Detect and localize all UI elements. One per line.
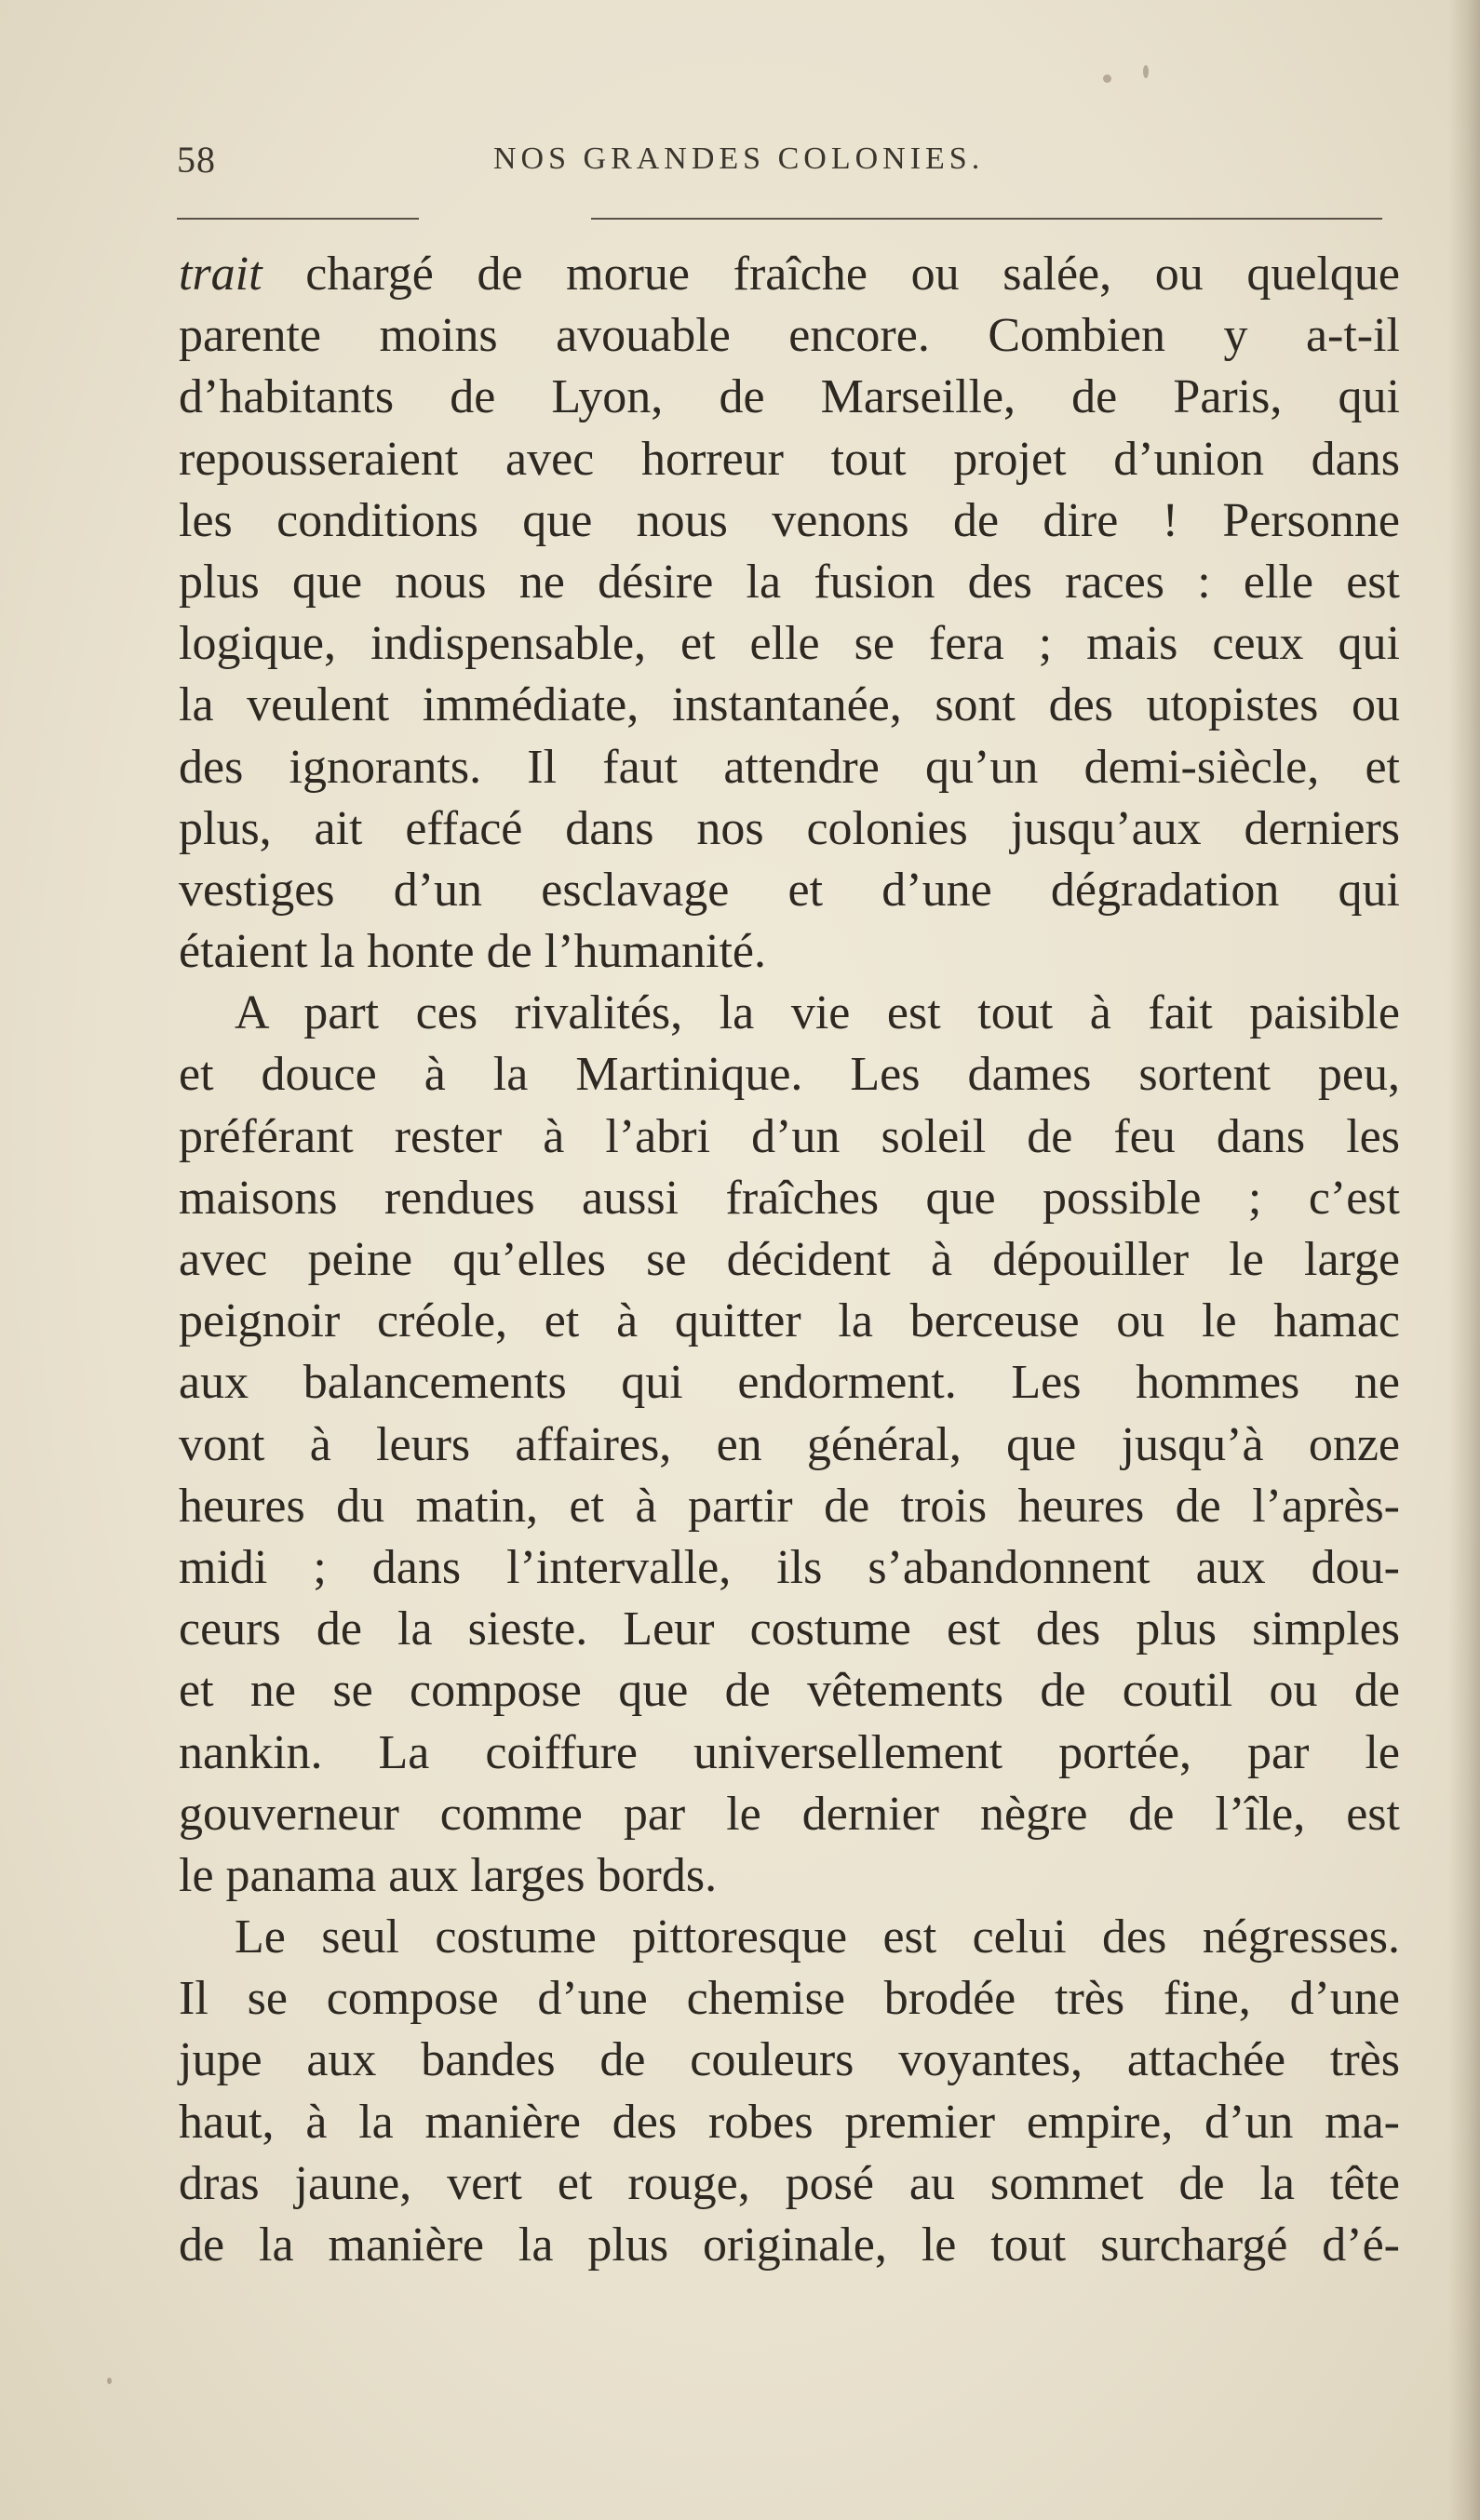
body-text [179,244,1400,2276]
text-line: Il se compose d’une chemise brodée très fine, d’une [179,1972,1400,2026]
page-edge-shadow [1448,0,1480,2520]
page-number: 58 [177,139,216,181]
header-rule-left [177,218,419,220]
running-title: NOS GRANDES COLONIES. [493,141,985,176]
text-line: vont à leurs affaires, en général, que jusqu’à onze [179,1417,1400,1471]
text-line: dras jaune, vert et rouge, posé au sommet de la tête [179,2156,1400,2210]
text-line: plus, ait effacé dans nos colonies jusqu’aux derniers [179,801,1400,855]
text-line: repousseraient avec horreur tout projet d’union dans [179,432,1400,486]
page-header [177,138,1387,194]
text-line: la veulent immédiate, instantanée, sont des utopistes ou [179,678,1400,732]
text-line: trait chargé de morue fraîche ou salée, ou quelque [179,248,1400,301]
text-line: vestiges d’un esclavage et d’une dégradation qui [179,863,1400,917]
text-line: parente moins avouable encore. Combien y a-t-il [179,309,1400,363]
header-rule-right [591,218,1382,220]
text-line: nankin. La coiffure universellement portée, par le [179,1725,1400,1779]
text-line: le panama aux larges bords. [179,1848,718,1902]
text-line: préférant rester à l’abri d’un soleil de feu dans les [179,1109,1400,1163]
text-line: étaient la honte de l’humanité. [179,925,766,979]
paper-speck [107,2378,112,2384]
text-line: aux balancements qui endorment. Les hommes ne [179,1356,1400,1410]
paper-speck [1103,74,1111,83]
text-line: gouverneur comme par le dernier nègre de l’île, est [179,1787,1400,1841]
text-line: haut, à la manière des robes premier empire, d’un ma- [179,2095,1400,2149]
text-line: logique, indispensable, et elle se fera ; mais ceux qui [179,617,1400,671]
text-line: heures du matin, et à partir de trois heures de l’après- [179,1479,1400,1533]
paper-speck [1143,65,1149,78]
text-line: et ne se compose que de vêtements de coutil ou de [179,1664,1400,1718]
text-line: Le seul costume pittoresque est celui des négresses. [235,1910,1400,1964]
text-line: midi ; dans l’intervalle, ils s’abandonnent aux dou- [179,1540,1400,1594]
text-line: et douce à la Martinique. Les dames sortent peu, [179,1048,1400,1102]
text-line: plus que nous ne désire la fusion des races : elle est [179,555,1400,609]
text-line: d’habitants de Lyon, de Marseille, de Paris, qui [179,370,1400,424]
text-line: ceurs de la sieste. Leur costume est des plus simples [179,1602,1400,1656]
text-line: peignoir créole, et à quitter la berceuse ou le hamac [179,1294,1400,1348]
text-line: avec peine qu’elles se décident à dépouiller le large [179,1233,1400,1286]
text-line: les conditions que nous venons de dire ! Personne [179,493,1400,547]
text-line: de la manière la plus originale, le tout surchargé d’é- [179,2218,1400,2272]
text-line: maisons rendues aussi fraîches que possible ; c’est [179,1171,1400,1225]
text-line: A part ces rivalités, la vie est tout à fait paisible [235,986,1400,1040]
text-line: jupe aux bandes de couleurs voyantes, attachée très [179,2033,1400,2087]
text-line: des ignorants. Il faut attendre qu’un demi-siècle, et [179,740,1400,794]
